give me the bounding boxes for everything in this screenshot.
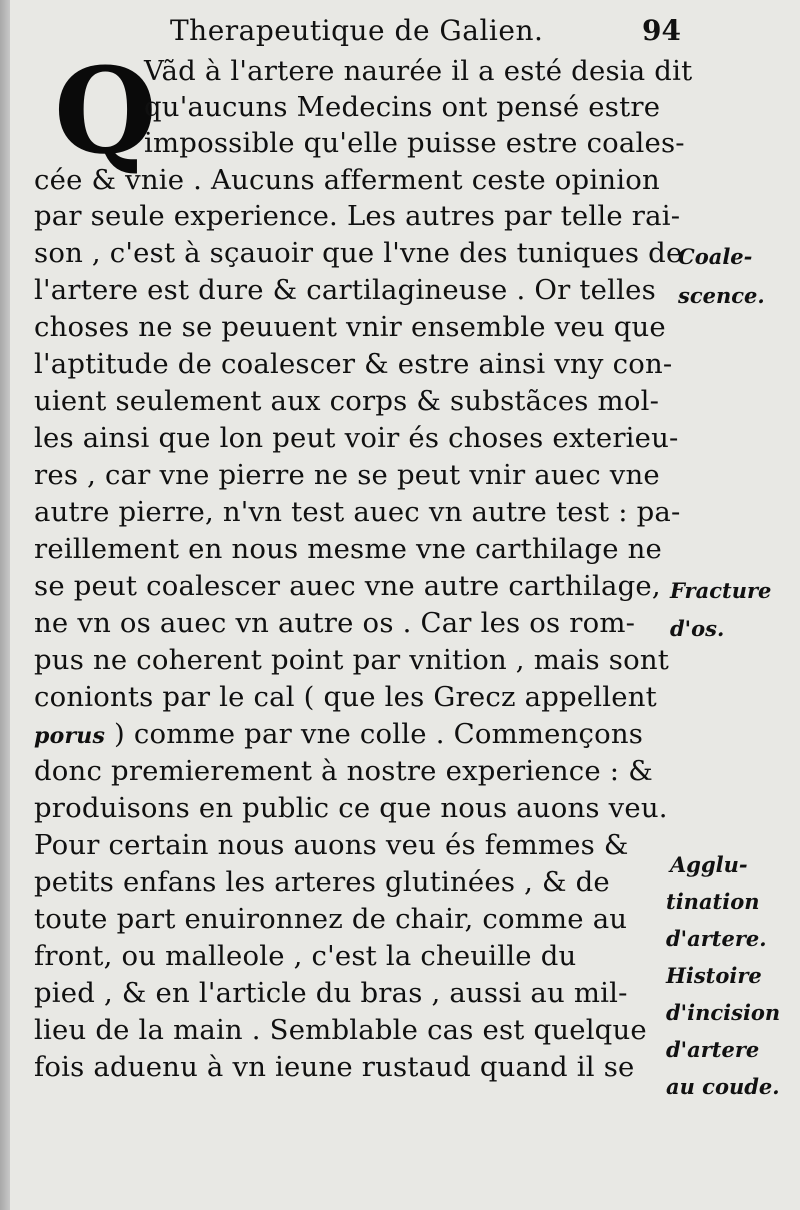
margin-note: tination: [666, 889, 760, 914]
margin-note: au coude.: [666, 1074, 780, 1099]
text-line: par seule experience. Les autres par telle rai-: [34, 200, 681, 232]
drop-capital: Q: [54, 41, 157, 180]
text-line: se peut coalescer auec vne autre carthilage,: [34, 570, 661, 602]
page-gutter-shadow: [0, 0, 10, 1210]
margin-note: Coale-: [678, 244, 753, 269]
margin-note: Histoire: [666, 963, 762, 988]
margin-note: Agglu-: [670, 852, 748, 877]
running-title: Therapeutique de Galien.: [170, 14, 544, 47]
text-line: l'aptitude de coalescer & estre ainsi vny con-: [34, 348, 673, 380]
text-line: reillement en nous mesme vne carthilage ne: [34, 533, 663, 565]
text-line: cée & vnie . Aucuns afferment ceste opinion: [34, 164, 660, 196]
margin-note: d'os.: [670, 616, 725, 641]
margin-note: d'artere.: [666, 926, 767, 951]
text-line: toute part enuironnez de chair, comme au: [34, 903, 628, 935]
text-line: qu'aucuns Medecins ont pensé estre: [144, 91, 661, 123]
margin-note: scence.: [678, 283, 765, 308]
text-line: son , c'est à sçauoir que l'vne des tuniques de: [34, 237, 683, 269]
text-line-rest: ) comme par vne colle . Commençons: [113, 718, 644, 750]
text-line: l'artere est dure & cartilagineuse . Or telles: [34, 274, 656, 306]
text-line: lieu de la main . Semblable cas est quelque: [34, 1014, 647, 1046]
text-line-with-greek-term: [34, 717, 643, 753]
text-line: front, ou malleole , c'est la cheuille du: [34, 940, 577, 972]
text-line: Vãd à l'artere naurée il a esté desia dit: [144, 55, 693, 87]
text-line: donc premierement à nostre experience : &: [34, 755, 653, 787]
text-line: res , car vne pierre ne se peut vnir auec vne: [34, 459, 660, 491]
text-line: choses ne se peuuent vnir ensemble veu que: [34, 311, 666, 343]
text-line: les ainsi que lon peut voir és choses exterieu-: [34, 422, 679, 454]
text-line: pied , & en l'article du bras , aussi au mil-: [34, 977, 628, 1009]
margin-note: Fracture: [670, 578, 772, 603]
margin-note: d'incision: [666, 1000, 781, 1025]
text-line: ne vn os auec vn autre os . Car les os rom-: [34, 607, 636, 639]
text-line: autre pierre, n'vn test auec vn autre test : pa-: [34, 496, 681, 528]
page-number: 94: [642, 14, 681, 47]
text-line: produisons en public ce que nous auons veu.: [34, 792, 668, 824]
text-line: petits enfans les arteres glutinées , & de: [34, 866, 610, 898]
book-page: [10, 0, 800, 1210]
text-line: Pour certain nous auons veu és femmes &: [34, 829, 629, 861]
text-line: conionts par le cal ( que les Grecz appellent: [34, 681, 657, 713]
text-line: uient seulement aux corps & substãces mol-: [34, 385, 660, 417]
text-line: impossible qu'elle puisse estre coales-: [144, 127, 685, 159]
italic-term: porus: [34, 723, 106, 749]
margin-note: d'artere: [666, 1037, 760, 1062]
text-line: pus ne coherent point par vnition , mais sont: [34, 644, 670, 676]
text-line: fois aduenu à vn ieune rustaud quand il se: [34, 1051, 635, 1083]
